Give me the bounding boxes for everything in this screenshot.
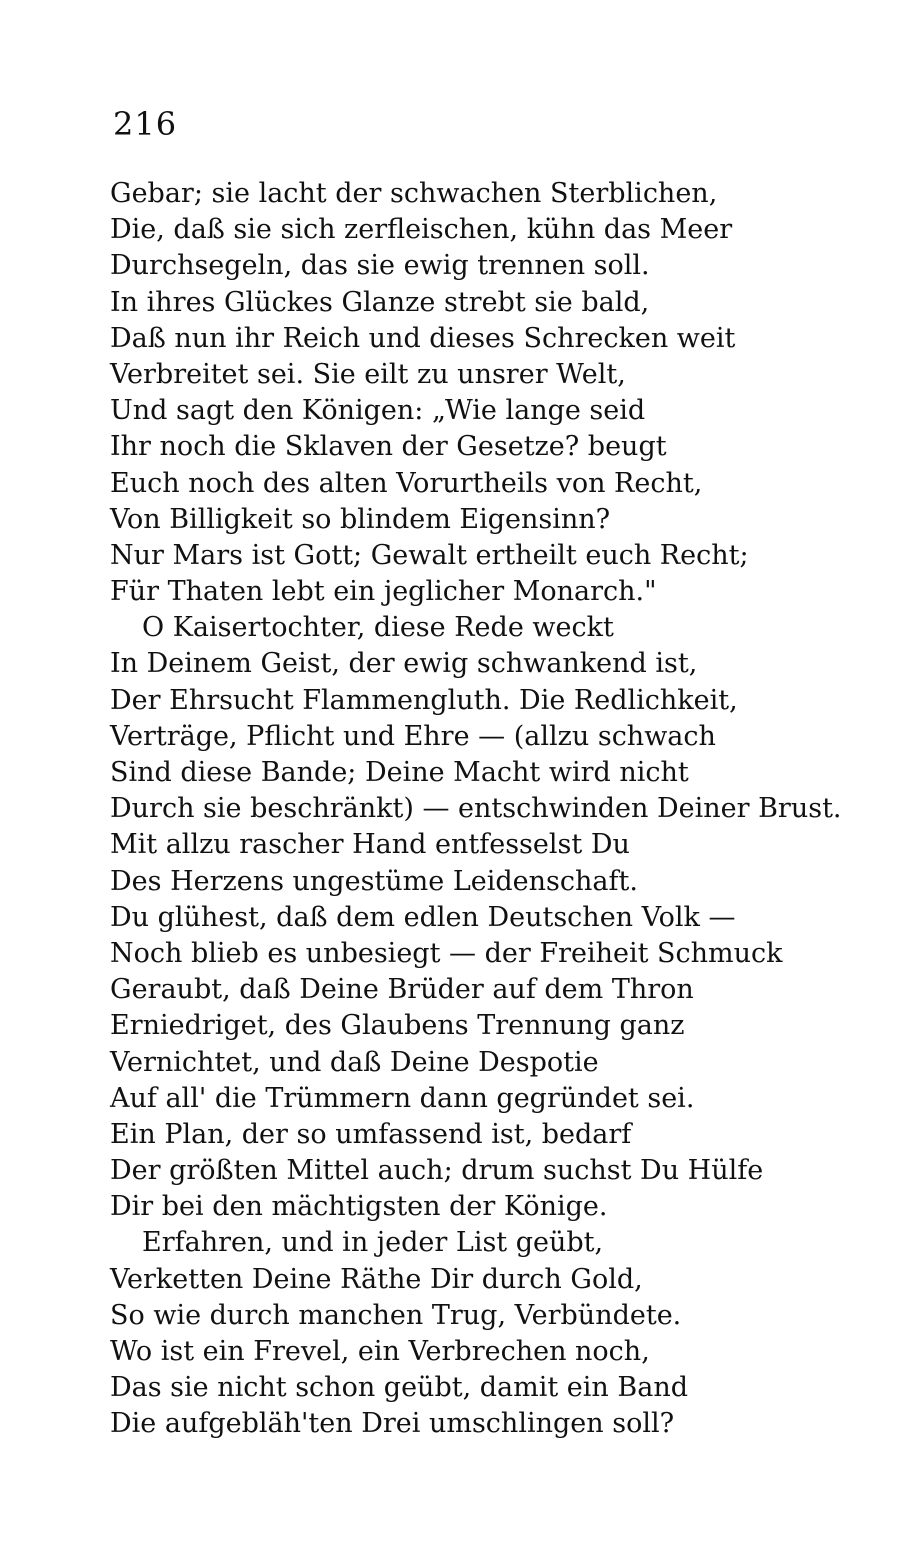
text-line: Von Billigkeit so blindem Eigensinn? (110, 503, 611, 535)
text-line: Verträge, Pflicht und Ehre — (allzu schwach (110, 720, 716, 752)
page-number: 216 (113, 105, 178, 143)
text-line: Auf all' die Trümmern dann gegründet sei. (110, 1082, 695, 1114)
text-line: Die aufgebläh'ten Drei umschlingen soll? (110, 1408, 675, 1440)
text-line: Für Thaten lebt ein jeglicher Monarch." (110, 576, 657, 608)
text-line: Der Ehrsucht Flammengluth. Die Redlichkeit, (110, 684, 738, 716)
text-line: Wo ist ein Frevel, ein Verbrechen noch, (110, 1336, 650, 1367)
text-line: Durchsegeln, das sie ewig trennen soll. (110, 250, 650, 282)
text-line: Euch noch des alten Vorurtheils von Recht, (110, 467, 703, 499)
text-line: Daß nun ihr Reich und dieses Schrecken weit (110, 322, 736, 354)
text-line: Durch sie beschränkt) — entschwinden Deiner Brust. (110, 793, 842, 825)
text-line: In Deinem Geist, der ewig schwankend ist, (110, 648, 698, 680)
text-line: Erniedriget, des Glaubens Trennung ganz (110, 1010, 685, 1042)
text-line: Der größten Mittel auch; drum suchst Du Hülfe (110, 1155, 764, 1187)
text-line: Ihr noch die Sklaven der Gesetze? beugt (110, 431, 667, 463)
text-line: Des Herzens ungestüme Leidenschaft. (110, 865, 638, 897)
text-line: Verketten Deine Räthe Dir durch Gold, (110, 1263, 643, 1295)
text-line: Geraubt, daß Deine Brüder auf dem Thron (110, 974, 694, 1006)
text-line: Ein Plan, der so umfassend ist, bedarf (110, 1118, 632, 1150)
text-line: Mit allzu rascher Hand entfesselst Du (110, 829, 630, 861)
text-line: Noch blieb es unbesiegt — der Freiheit Schmuck (110, 937, 783, 969)
text-line: Und sagt den Königen: „Wie lange seid (110, 395, 646, 427)
poem-text (110, 176, 842, 1443)
stanza-start-line: Erfahren, und in jeder List geübt, (142, 1227, 604, 1259)
text-line: In ihres Glückes Glanze strebt sie bald, (110, 286, 650, 318)
text-line: Nur Mars ist Gott; Gewalt ertheilt euch Recht; (110, 539, 749, 571)
text-line: Vernichtet, und daß Deine Despotie (110, 1046, 599, 1078)
text-line: Du glühest, daß dem edlen Deutschen Volk — (110, 901, 736, 933)
text-line: So wie durch manchen Trug, Verbündete. (110, 1299, 682, 1331)
text-line: Das sie nicht schon geübt, damit ein Band (110, 1372, 688, 1404)
text-line: Die, daß sie sich zerfleischen, kühn das Meer (110, 214, 733, 246)
stanza-start-line: O Kaisertochter, diese Rede weckt (142, 612, 614, 644)
text-line: Verbreitet sei. Sie eilt zu unsrer Welt, (110, 358, 626, 390)
text-line: Gebar; sie lacht der schwachen Sterblichen, (110, 178, 718, 209)
text-line: Sind diese Bande; Deine Macht wird nicht (110, 757, 689, 788)
text-line: Dir bei den mächtigsten der Könige. (110, 1191, 608, 1223)
